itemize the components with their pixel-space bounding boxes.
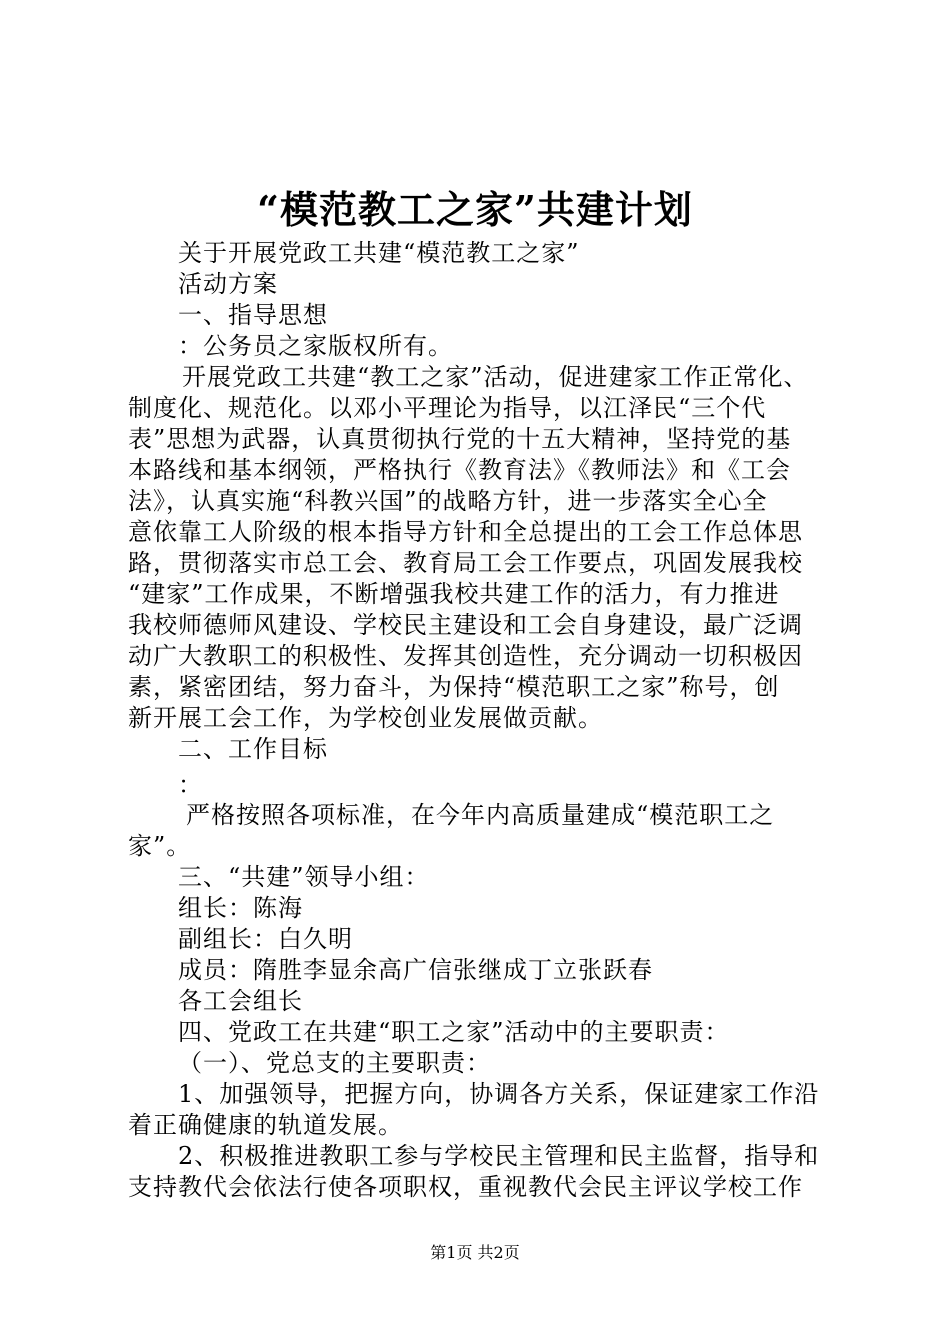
- paragraph-line: ：公务员之家版权所有。: [178, 332, 453, 360]
- paragraph-line: 组长：陈海: [178, 894, 303, 922]
- paragraph-line: ：: [178, 771, 203, 799]
- paragraph-line: 我校师德师风建设、学校民主建设和工会自身建设，最广泛调: [128, 611, 803, 639]
- paragraph-line: 素，紧密团结，努力奋斗，为保持“模范职工之家”称号，创: [128, 673, 780, 701]
- paragraph-line: 1、加强领导，把握方向，协调各方关系，保证建家工作沿: [178, 1080, 820, 1108]
- paragraph-line: 开展党政工共建“教工之家”活动，促进建家工作正常化、: [182, 363, 809, 391]
- paragraph-line: 着正确健康的轨道发展。: [128, 1111, 403, 1139]
- paragraph-line: 意依靠工人阶级的根本指导方针和全总提出的工会工作总体思: [128, 518, 803, 546]
- paragraph-line: 副组长：白久明: [178, 925, 353, 953]
- section-heading: 四、党政工在共建“职工之家”活动中的主要职责：: [178, 1018, 730, 1046]
- paragraph-line: 表”思想为武器，认真贯彻执行党的十五大精神，坚持党的基: [128, 425, 792, 453]
- paragraph-line: 关于开展党政工共建“模范教工之家”: [178, 239, 580, 267]
- paragraph-line: 本路线和基本纲领，严格执行《教育法》《教师法》和《工会: [128, 456, 791, 484]
- paragraph-line: 2、积极推进教职工参与学校民主管理和民主监督，指导和: [178, 1142, 820, 1170]
- paragraph-line: 动广大教职工的积极性、发挥其创造性，充分调动一切积极因: [128, 642, 803, 670]
- section-heading: 三、“共建”领导小组：: [178, 863, 430, 891]
- paragraph-line: 严格按照各项标准，在今年内高质量建成“模范职工之: [186, 801, 775, 829]
- paragraph-line: （一）、党总支的主要职责：: [178, 1049, 491, 1077]
- paragraph-line: 各工会组长: [178, 987, 303, 1015]
- paragraph-line: 一、指导思想: [178, 301, 328, 329]
- section-heading: 二、工作目标: [178, 735, 328, 763]
- paragraph-line: 成员：隋胜李显余高广信张继成丁立张跃春: [178, 956, 653, 984]
- document-title: “模范教工之家”共建计划: [257, 187, 693, 232]
- page-footer: 第1页 共2页: [430, 1243, 520, 1262]
- paragraph-line: 新开展工会工作，为学校创业发展做贡献。: [128, 704, 603, 732]
- paragraph-line: “建家”工作成果，不断增强我校共建工作的活力，有力推进: [128, 580, 780, 608]
- paragraph-line: 法》，认真实施“科教兴国”的战略方针，进一步落实全心全: [128, 487, 768, 515]
- paragraph-line: 支持教代会依法行使各项职权，重视教代会民主评议学校工作: [128, 1173, 803, 1201]
- paragraph-line: 家”。: [128, 832, 192, 860]
- paragraph-line: 活动方案: [178, 270, 278, 298]
- paragraph-line: 路，贯彻落实市总工会、教育局工会工作要点，巩固发展我校: [128, 549, 803, 577]
- paragraph-line: 制度化、规范化。以邓小平理论为指导，以江泽民“三个代: [128, 394, 767, 422]
